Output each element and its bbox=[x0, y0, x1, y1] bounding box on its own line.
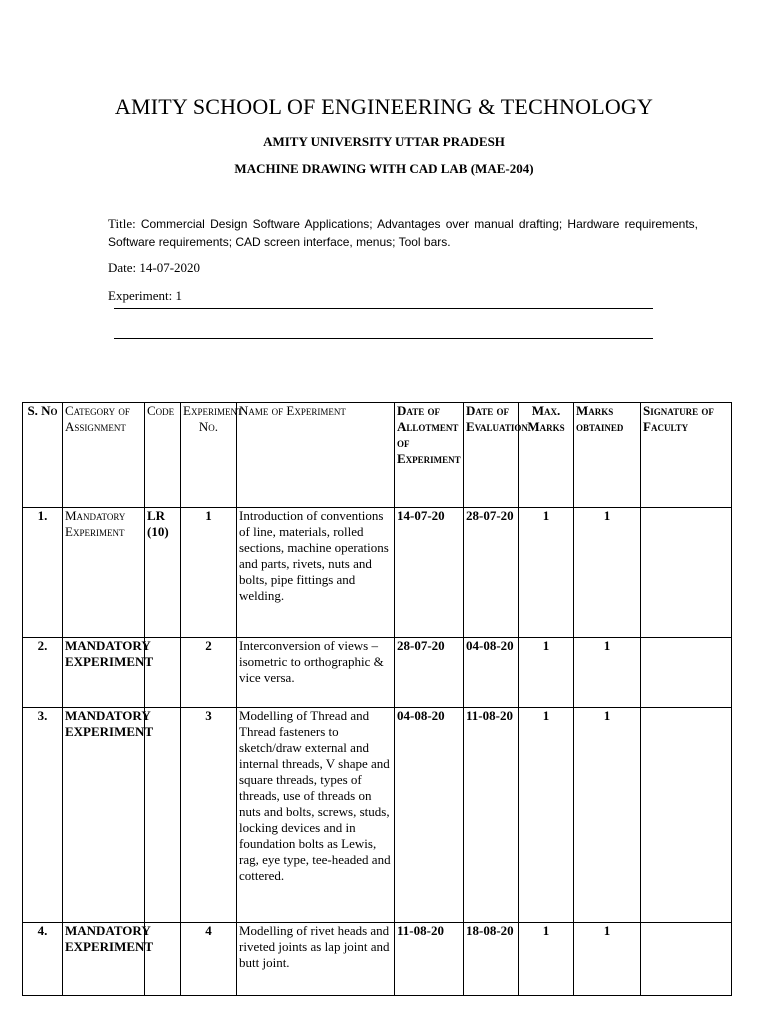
row-name: Modelling of rivet heads and riveted joints as lap joint and butt joint. bbox=[237, 923, 395, 996]
table-row bbox=[23, 638, 732, 708]
row-sno: 1. bbox=[23, 508, 63, 638]
school-name: AMITY SCHOOL OF ENGINEERING & TECHNOLOGY bbox=[114, 94, 654, 119]
row-name: Modelling of Thread and Thread fasteners to sketch/draw external and internal threads, V shape and square threads, types of threads, use of threads on nuts and bolts, screws, studs, locking devices and in foundation bolts as Lewis, rag, eye type, tee-headed and cottered. bbox=[237, 708, 395, 923]
row-exp-no: 2 bbox=[181, 638, 237, 708]
header-date-allotment: Date of Allotment of Experiment bbox=[395, 403, 464, 508]
table-row bbox=[23, 923, 732, 996]
experiment-number: Experiment: 1 bbox=[108, 288, 183, 303]
row-date-allotment: 28-07-20 bbox=[395, 638, 464, 708]
header-exp-no: Experiment No. bbox=[181, 403, 237, 508]
row-date-evaluation: 04-08-20 bbox=[464, 638, 519, 708]
answer-line-1 bbox=[114, 308, 653, 309]
row-marks-obtained: 1 bbox=[574, 638, 641, 708]
row-date-evaluation: 18-08-20 bbox=[464, 923, 519, 996]
row-marks-obtained: 1 bbox=[574, 708, 641, 923]
title-label: Title: bbox=[108, 216, 136, 231]
row-max-marks: 1 bbox=[519, 508, 574, 638]
table-row bbox=[23, 708, 732, 923]
header-signature: Signature of Faculty bbox=[641, 403, 732, 508]
header-category: Category of Assignment bbox=[63, 403, 145, 508]
header-date-evaluation: Date of Evaluation bbox=[464, 403, 519, 508]
row-marks-obtained: 1 bbox=[574, 508, 641, 638]
row-max-marks: 1 bbox=[519, 708, 574, 923]
row-exp-no: 4 bbox=[181, 923, 237, 996]
header-marks-obtained: Marks obtained bbox=[574, 403, 641, 508]
row-signature bbox=[641, 638, 732, 708]
header-max-marks: Max. Marks bbox=[519, 403, 574, 508]
row-code: LR (10) bbox=[145, 508, 181, 638]
university-name: AMITY UNIVERSITY UTTAR PRADESH bbox=[263, 134, 505, 149]
row-code bbox=[145, 708, 181, 923]
row-marks-obtained: 1 bbox=[574, 923, 641, 996]
row-name: Interconversion of views – isometric to orthographic & vice versa. bbox=[237, 638, 395, 708]
row-date-evaluation: 11-08-20 bbox=[464, 708, 519, 923]
row-sno: 4. bbox=[23, 923, 63, 996]
header-code: Code bbox=[145, 403, 181, 508]
table-row bbox=[23, 508, 732, 638]
header-sno: S. No bbox=[23, 403, 63, 508]
row-exp-no: 1 bbox=[181, 508, 237, 638]
experiment-title bbox=[108, 215, 698, 251]
row-exp-no: 3 bbox=[181, 708, 237, 923]
row-category: MANDATORY EXPERIMENT bbox=[63, 708, 145, 923]
row-date-allotment: 11-08-20 bbox=[395, 923, 464, 996]
answer-line-2 bbox=[114, 338, 653, 339]
row-category: MANDATORY EXPERIMENT bbox=[63, 638, 145, 708]
row-signature bbox=[641, 708, 732, 923]
row-sno: 2. bbox=[23, 638, 63, 708]
header-name: Name of Experiment bbox=[237, 403, 395, 508]
row-name: Introduction of conventions of line, materials, rolled sections, machine operations and parts, rivets, nuts and bolts, pipe fittings and welding. bbox=[237, 508, 395, 638]
row-date-evaluation: 28-07-20 bbox=[464, 508, 519, 638]
experiment-date: Date: 14-07-2020 bbox=[108, 260, 201, 275]
row-signature bbox=[641, 508, 732, 638]
row-sno: 3. bbox=[23, 708, 63, 923]
lab-name: MACHINE DRAWING WITH CAD LAB (MAE-204) bbox=[234, 161, 534, 176]
table-header-row bbox=[23, 403, 732, 508]
row-max-marks: 1 bbox=[519, 923, 574, 996]
row-signature bbox=[641, 923, 732, 996]
row-category: MANDATORY EXPERIMENT bbox=[63, 923, 145, 996]
row-category: Mandatory Experiment bbox=[63, 508, 145, 638]
row-date-allotment: 14-07-20 bbox=[395, 508, 464, 638]
row-date-allotment: 04-08-20 bbox=[395, 708, 464, 923]
row-max-marks: 1 bbox=[519, 638, 574, 708]
title-text: Commercial Design Software Applications; Advantages over manual drafting; Hardware requirements, Software requirements; CAD screen interface, menus; Tool bars. bbox=[108, 217, 699, 249]
experiment-table bbox=[22, 402, 732, 996]
